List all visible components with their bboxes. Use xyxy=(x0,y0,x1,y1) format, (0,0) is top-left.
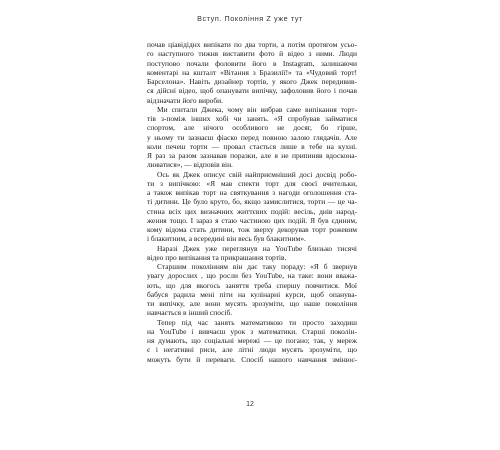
body-text xyxy=(147,40,357,364)
text-line: ють, що для якогось заняття треба спершу повчитися. Мої xyxy=(147,280,357,290)
text-line: ти випічку, але вони мусять зрозуміти, що наше покоління xyxy=(147,299,357,308)
text-line: є і негативні риси, але літні люди мусять зрозуміти, що xyxy=(147,345,357,355)
text-line: на YouTube і вивчаєш урок з математики. Старші поколін- xyxy=(147,326,357,336)
text-line: Барселона». Навіть дизайнер тортів, у якого Джек передивив- xyxy=(147,77,357,86)
text-line: навчається в інший спосіб. xyxy=(147,308,233,318)
text-line: ження тощо. І зараз я стаю частиною цих подій. Я був єдиним, xyxy=(147,215,357,225)
text-line: Ми спитали Джека, чому він вибрав саме випікання торт- xyxy=(157,104,357,114)
text-line: відзначати його вироби. xyxy=(147,95,224,105)
text-line: ти з випічкою: «Я мав спекти торт для своєї вчительки, xyxy=(147,178,357,188)
text-line: Я раз за разом зазнавав поразки, але я не припиняв вдоскона- xyxy=(147,151,357,160)
running-head: Вступ. Покоління Z уже тут xyxy=(197,14,303,23)
text-line: а також випікав торт на святкування з нагоди оголошення ста- xyxy=(147,188,357,197)
text-line: ня думають, що соціальні мережі — це погано; так, у мереж xyxy=(147,336,357,345)
text-line: і блакитним, а всередині він весь був блакитним». xyxy=(147,234,306,244)
text-line: коли печеш торти — провал стається лише в тебе на кухні. xyxy=(147,141,357,151)
text-line: відео про випікання та прикрашання тортів. xyxy=(147,252,287,262)
text-line: Наразі Джек уже переглянув на YouTube близько тисячі xyxy=(157,243,357,253)
page-number: 12 xyxy=(246,401,254,408)
text-line: увагу дорослих , що росли без YouTube, на таке: вони вважа- xyxy=(147,271,357,281)
text-line: Старшим поколінням він дає таку пораду: «Я б звернув xyxy=(157,262,357,271)
text-line: бабуся радила мені піти на кулінарні курси, щоб опанува- xyxy=(147,289,357,299)
text-line: Ось як Джек описує свій найприємніший досі досвід робо- xyxy=(157,169,357,179)
text-line: стина всіх цих визначних життєвих подій: весіль, днів народ- xyxy=(147,206,357,216)
text-line: коментарі на кшталт «Вітання з Бразилії!» та «Чудовий торт! xyxy=(147,67,357,77)
text-line: ся дійсні відео, щоб опанувати випічку, зафоловив його і почав xyxy=(147,86,357,96)
text-line: Тепер під час занять математикою ти просто заходиш xyxy=(157,317,357,327)
text-line: люватися», — відповів він. xyxy=(147,160,233,170)
text-line: го наступного тижня виставити фото й відео з ними. Люди xyxy=(147,49,357,59)
text-line: спортом, але нічого особливого не досяг, бо гірше, xyxy=(147,123,357,133)
text-line: ті дитини. Це було круто, бо, якщо замислитися, торти — це ча- xyxy=(147,197,357,207)
text-line: можуть бути й переваги. Спосіб нашого навчання змінює- xyxy=(147,354,357,364)
text-line: почав ціавідіднх випікати по два торти, а потім протягом усьо- xyxy=(147,40,357,49)
text-line: тів з-поміж інших хобі чи занять. «Я спробував займатися xyxy=(147,114,357,123)
text-line: поступово почали фоловити його в Instagram, залишаючи xyxy=(147,58,357,68)
text-line: у ньому ти зазнаєш фіаско перед повною залою глядачів. Але xyxy=(147,132,357,142)
text-line: кому відома стать дитини, тож зверху декорував торт рожевим xyxy=(147,225,357,234)
